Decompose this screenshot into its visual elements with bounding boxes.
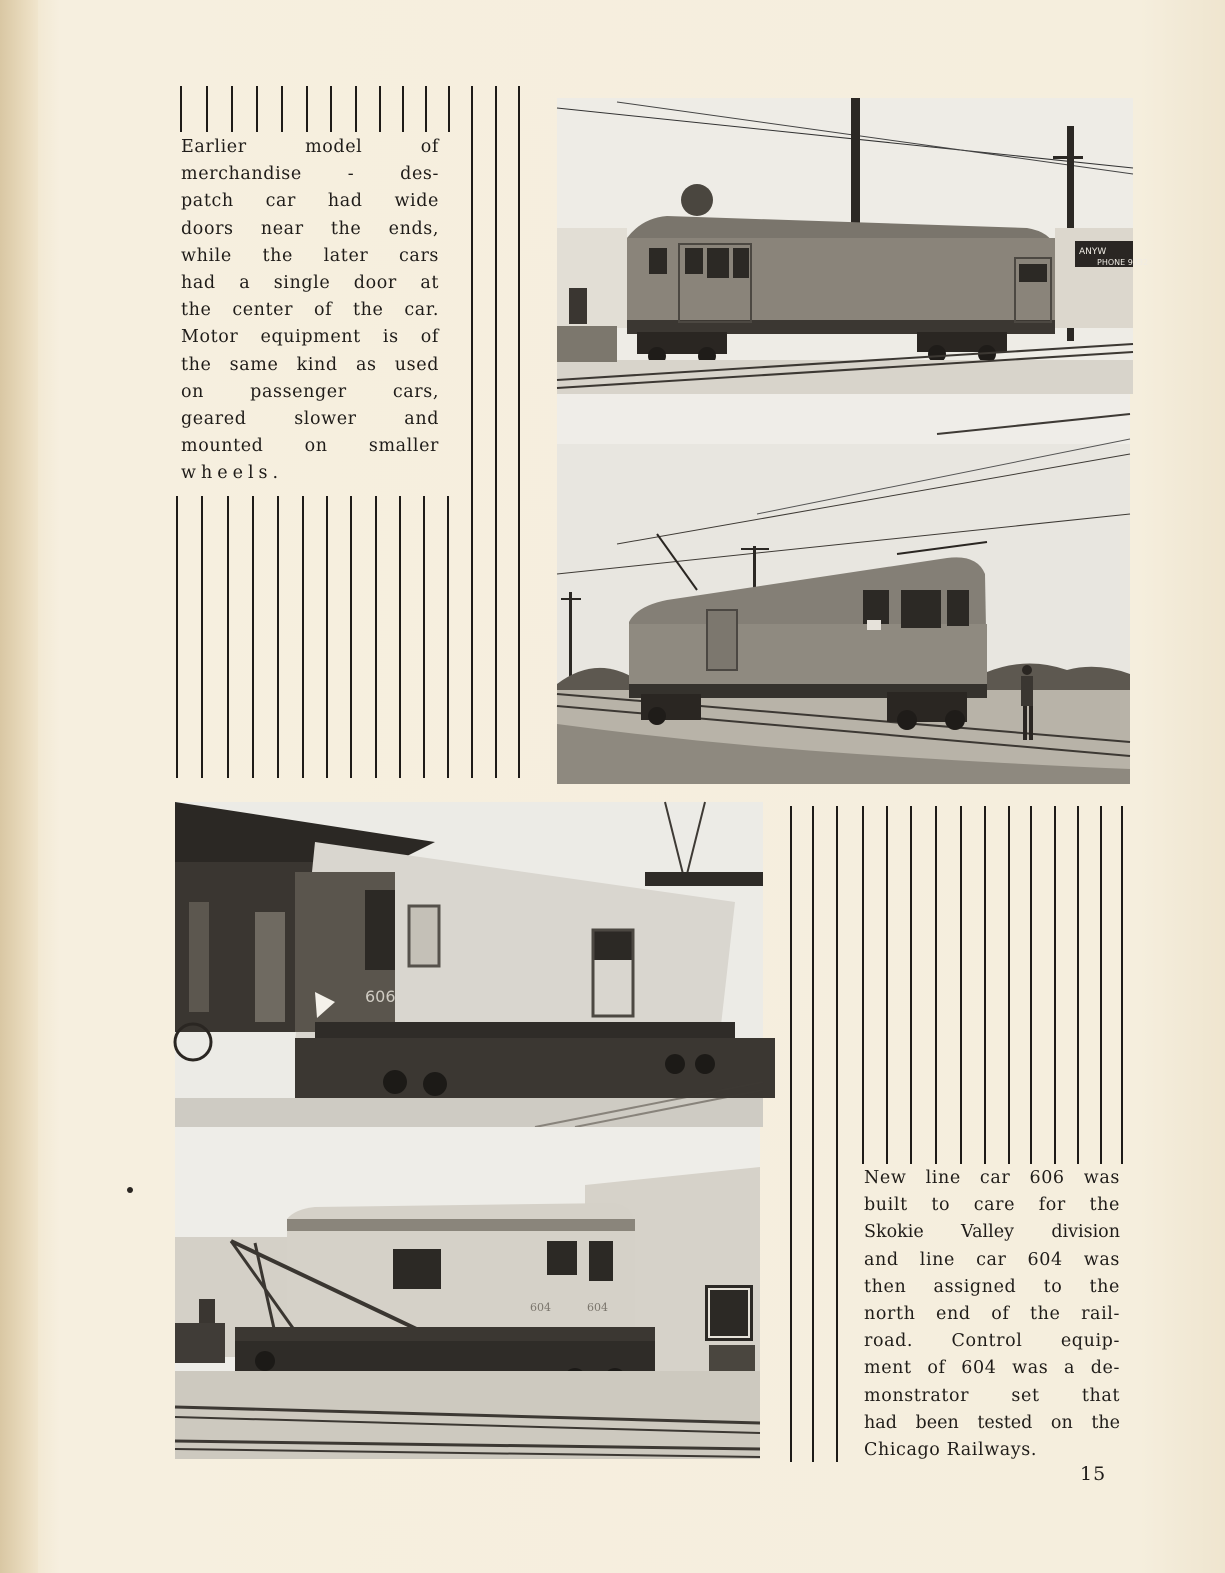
photo-despatch-car-later [557,394,1130,784]
caption-line: doors near the ends, [181,218,439,239]
caption-line: geared slower and [181,409,439,430]
page-spine [0,0,38,1573]
page-number: 15 [1080,1463,1107,1485]
caption-line: built to care for the [864,1195,1120,1216]
caption-bottom-right [864,1165,1120,1464]
caption-line: on passenger cars, [181,381,439,402]
photo-despatch-car-early [557,98,1149,394]
caption-line: Motor equipment is of [181,327,439,348]
caption-line: road. Control equip- [864,1331,1120,1352]
caption-line: ment of 604 was a de- [864,1358,1120,1379]
caption-line: monstrator set that [864,1385,1120,1406]
car-number-606: 606 [365,987,396,1006]
caption-line: Skokie Valley division [864,1222,1120,1243]
car-number-604-a: 604 [530,1301,551,1314]
car-number-604-b: 604 [587,1301,608,1314]
caption-line: merchandise - des- [181,164,439,185]
caption-top-left [181,134,439,488]
caption-line: while the later cars [181,245,439,266]
caption-line: New line car 606 was [864,1168,1120,1188]
caption-line: then assigned to the [864,1276,1120,1297]
caption-line: Chicago Railways. [864,1440,1038,1461]
caption-line: north end of the rail- [864,1304,1120,1325]
caption-line: had a single door at [181,273,439,294]
photo-line-car-606 [175,802,763,1127]
caption-line: had been tested on the [864,1412,1120,1433]
caption-line: the center of the car. [181,300,439,321]
caption-line: patch car had wide [181,191,439,212]
caption-line: and line car 604 was [864,1249,1120,1270]
caption-line: the same kind as used [181,354,439,375]
photo-line-car-604 [175,1127,760,1459]
building-sign-text: ANYW [1079,247,1107,257]
caption-line: wheels. [181,463,284,484]
ink-speck [127,1187,133,1193]
caption-line: mounted on smaller [181,436,439,457]
caption-line: Earlier model of [181,137,439,157]
building-sign-phone: PHONE 9332 [1097,258,1149,267]
